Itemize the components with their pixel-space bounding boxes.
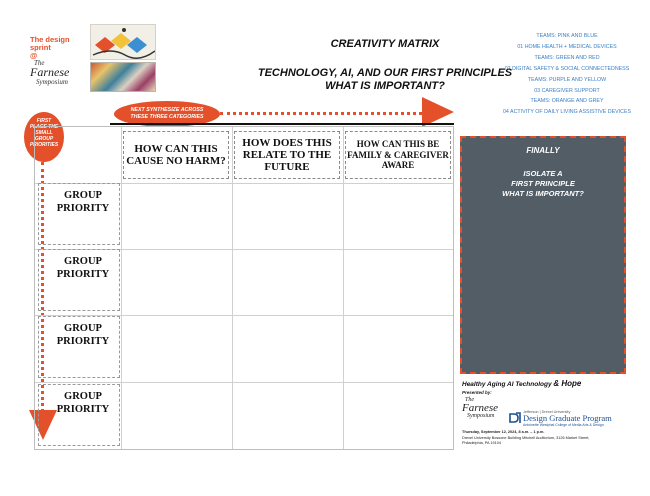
row-label-group-priority (38, 316, 120, 378)
grid-line (343, 127, 344, 449)
first-place-line: FIRST (36, 118, 52, 124)
finally-panel (460, 136, 626, 374)
team-line: TEAMS: ORANGE AND GREY (530, 98, 604, 105)
first-place-line: GROUP (34, 136, 54, 142)
row-label-line2: PRIORITY (56, 269, 110, 280)
logo-farnese: Farnese (30, 65, 70, 79)
finally-body (462, 169, 624, 199)
first-place-line: PRIORITIES (29, 142, 59, 148)
synthesize-line2: THESE THREE CATEGORIES (130, 114, 204, 120)
sprint-line2: sprint (30, 43, 51, 52)
footer-title (462, 379, 581, 388)
roadmap-diagram-image (90, 24, 156, 60)
dgp-name: Design Graduate Program (523, 413, 612, 423)
dgp-small: Jefferson | Drexel University (523, 410, 571, 414)
synthesize-arrow-line (220, 112, 428, 115)
row-label-line2: PRIORITY (56, 404, 110, 415)
subtitle-line2: WHAT IS IMPORTANT? (325, 80, 445, 92)
row-label-line1: GROUP (64, 190, 102, 201)
grid-line (232, 127, 233, 449)
first-place-line: PLACE THE (29, 124, 59, 130)
team-line: TEAMS: PURPLE AND YELLOW (527, 76, 607, 83)
finally-line: ISOLATE A (523, 169, 563, 178)
workshop-photo (90, 62, 156, 92)
sprint-line1: The design (30, 35, 70, 44)
logo-the: The (465, 397, 474, 403)
row-label-group-priority (38, 384, 120, 446)
column-header-family-aware: HOW CAN THIS BE FAMILY & CAREGIVER AWARE (345, 131, 451, 179)
team-line: TEAMS: PINK AND BLUE (536, 33, 598, 39)
grid-line (35, 382, 453, 383)
footer-title-text: Healthy Aging AI Technology (462, 381, 552, 388)
logo-the: The (34, 59, 45, 67)
finally-line: FIRST PRINCIPLE (511, 179, 575, 188)
column-header-future: HOW DOES THIS RELATE TO THE FUTURE (234, 131, 340, 179)
team-line: 04 ACTIVITY OF DAILY LIVING ASSISTIVE DEVICES (502, 109, 632, 116)
column-header-no-harm: HOW CAN THIS CAUSE NO HARM? (123, 131, 229, 179)
event-details (462, 430, 622, 447)
farnese-symposium-logo (462, 397, 508, 420)
page-title: CREATIVITY MATRIX (330, 38, 440, 50)
finally-line: WHAT IS IMPORTANT? (502, 189, 584, 198)
design-graduate-program-logo (523, 410, 623, 427)
footer-title-hope: & Hope (553, 379, 582, 388)
page-subtitle (250, 67, 520, 93)
creativity-matrix (34, 126, 454, 450)
design-sprint-logo (30, 36, 88, 86)
synthesize-line1: NEXT SYNTHESIZE ACROSS (130, 107, 204, 113)
row-label-line2: PRIORITY (56, 203, 110, 214)
header-divider (110, 123, 454, 125)
row-label-line1: GROUP (64, 256, 102, 267)
presented-by: Presented by: (462, 390, 492, 395)
row-label-group-priority (38, 249, 120, 311)
logo-symposium: Symposium (36, 78, 68, 86)
event-city: Philadelphia, PA 19104 (462, 441, 501, 445)
first-place-line: SMALL (35, 130, 53, 136)
sprint-at: @ (30, 51, 38, 60)
dgp-logo-icon (508, 411, 522, 425)
logo-symposium: Symposium (467, 413, 495, 419)
team-line: 03 CAREGIVER SUPPORT (534, 87, 600, 94)
team-line: TEAMS: GREEN AND RED (534, 54, 600, 61)
finally-title: FINALLY (526, 146, 560, 155)
team-line: 01 HOME HEALTH + MEDICAL DEVICES (517, 43, 617, 50)
grid-line (121, 127, 122, 449)
team-line: 02 DIGITAL SAFETY & SOCIAL CONNECTEDNESS (504, 65, 630, 72)
logo-farnese: Farnese (462, 402, 499, 414)
row-label-line2: PRIORITY (56, 336, 110, 347)
teams-list (492, 31, 642, 118)
row-label-group-priority (38, 183, 120, 245)
subtitle-line1: TECHNOLOGY, AI, AND OUR FIRST PRINCIPLES (257, 67, 513, 79)
row-label-line1: GROUP (64, 323, 102, 334)
event-place: Drexel University Bossone Building Mitchell Auditorium, 3126 Market Street, (462, 435, 590, 440)
row-label-line1: GROUP (64, 391, 102, 402)
dgp-sub: Antoinette Westphal College of Media Arts & Design (523, 423, 604, 427)
event-date: Thursday, September 12, 2024, 8 a.m. – 1 p.m. (462, 430, 545, 434)
